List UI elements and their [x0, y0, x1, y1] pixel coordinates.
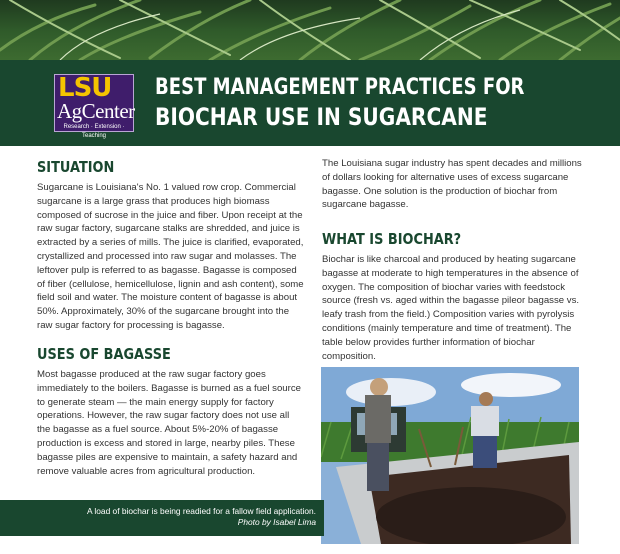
- intro-text: The Louisiana sugar industry has spent decades and millions of dollars looking for alternative uses of excess sugarcane bagasse. One solution is the production of biochar from sugarcane bagasse.: [322, 158, 582, 211]
- uses-of-bagasse-heading: USES OF BAGASSE: [37, 345, 171, 363]
- lsu-agcenter-logo: [54, 73, 135, 139]
- photo-caption-box: [0, 500, 324, 536]
- what-is-biochar-text: Biochar is like charcoal and produced by heating sugarcane bagasse at moderate to high temperatures in the absence of oxygen. The composition of biochar varies with feedstock source (fresh vs. aged within the bagasse pileor bagasse vs. leafy trash from the field.) Composition varies with pyrolysis conditions (mainly temperature and time of treatment). The table below provides further information of biochar composition.: [322, 254, 580, 362]
- page-title-line-1: BEST MANAGEMENT PRACTICES FOR: [155, 75, 525, 100]
- uses-of-bagasse-text: Most bagasse produced at the raw sugar factory goes immediately to the boilers. Bagasse is burned as a fuel source to generate steam — the main energy supply for factory operations. However, the raw sugar factory does not use all the bagasse as a fuel source. About 5%-20% of bagasse production is excess and stored in large, nearby piles. These bagasse piles are expensive to maintain, a safety hazard and remove valuable acres from agricultural production.: [37, 369, 301, 477]
- biochar-trailer-photo: [321, 367, 579, 544]
- what-is-biochar-heading: WHAT IS BIOCHAR?: [322, 230, 462, 248]
- page-title-line-2: BIOCHAR USE IN SUGARCANE: [155, 103, 488, 131]
- photo-caption: A load of biochar is being readied for a fallow field application.: [86, 506, 316, 516]
- logo-subbrand: AgCenter: [57, 99, 135, 123]
- situation-heading: SITUATION: [37, 158, 115, 176]
- situation-text: Sugarcane is Louisiana's No. 1 valued row crop. Commercial sugarcane is a large grass that produces high biomass composed of sucrose in the juice and fiber. Upon receipt at the raw sugar factory, sugarcane stalks are shredded, and juice is extracted by a series of mills. The juice is clarified, evaporated, crystallized and processed into raw sugar and molasses. The leftover pulp is referred to as bagasse. Bagasse is composed of fiber (cellulose, hemicellulose, lignin and ash content), some field soil and water. The moisture content of bagasse is about 50%. Approximately, 30% of the sugarcane brought into the raw sugar factory for processing is bagasse.: [37, 182, 304, 331]
- photo-credit: Photo by Isabel Lima: [237, 517, 316, 527]
- sugarcane-banner-image: [0, 0, 620, 60]
- logo-tagline: Research · Extension · Teaching: [63, 124, 125, 139]
- logo-wordmark: LSU: [58, 73, 112, 103]
